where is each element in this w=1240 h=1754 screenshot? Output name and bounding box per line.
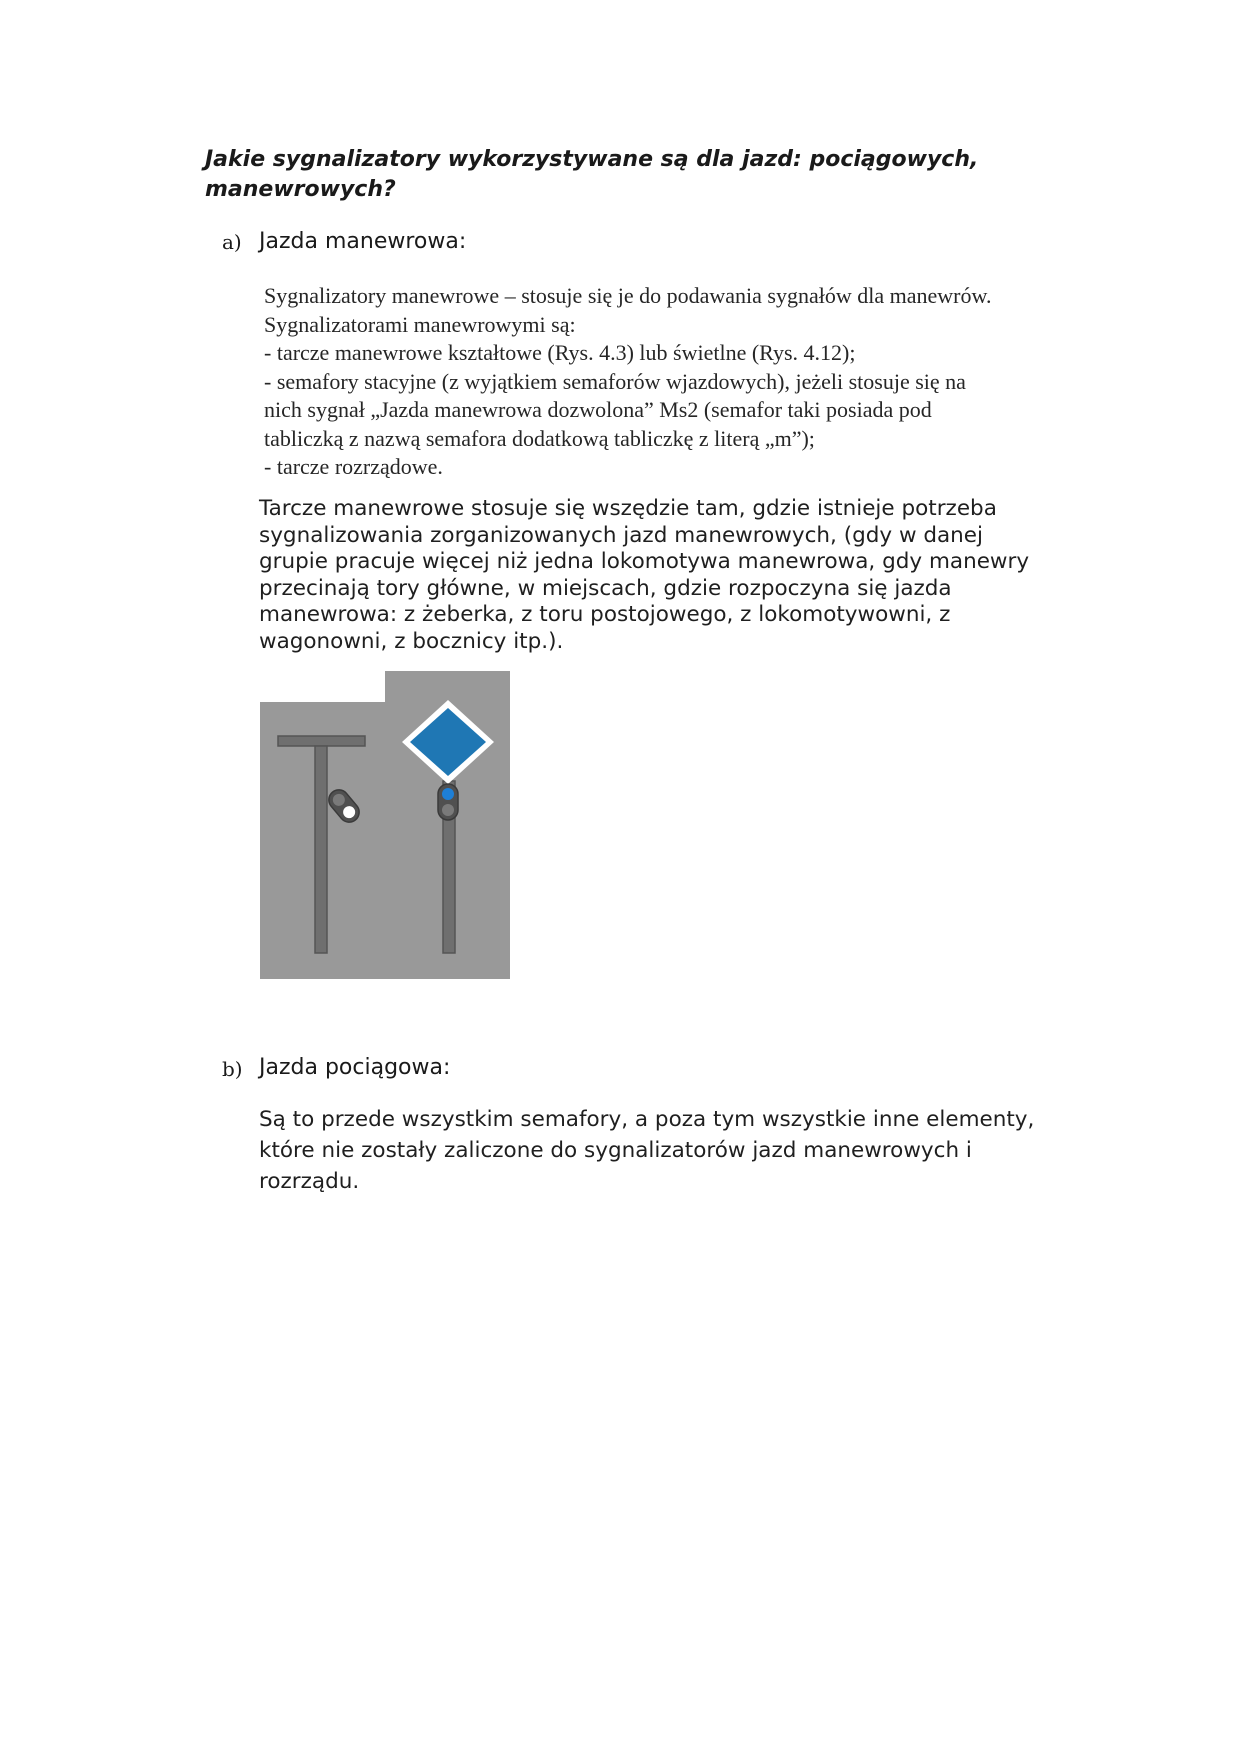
section-b-marker: b): [222, 1057, 243, 1081]
paragraph-line: Są to przede wszystkim semafory, a poza tym wszystkie inne elementy,: [259, 1107, 1035, 1132]
title-line-2: manewrowych?: [205, 177, 396, 202]
section-b-heading: Jazda pociągowa:: [259, 1055, 451, 1080]
shunting-discs-paragraph: [259, 496, 1119, 655]
paragraph-line: rozrządu.: [259, 1169, 360, 1194]
page-title: [205, 145, 1085, 205]
list-line: nich sygnał „Jazda manewrowa dozwolona” Ms2 (semafor taki posiada pod: [264, 397, 932, 422]
list-line: Sygnalizatory manewrowe – stosuje się je do podawania sygnałów dla manewrów.: [264, 283, 992, 308]
title-line-1: Jakie sygnalizatory wykorzystywane są dla jazd: pociągowych,: [205, 147, 979, 172]
list-line: Sygnalizatorami manewrowymi są:: [264, 311, 576, 337]
list-line: - tarcze manewrowe kształtowe (Rys. 4.3) lub świetlne (Rys. 4.12);: [264, 340, 856, 365]
paragraph-line: przecinają tory główne, w miejscach, gdzie rozpoczyna się jazda: [259, 575, 952, 601]
list-line: tabliczką z nazwą semafora dodatkową tabliczkę z literą „m”);: [264, 425, 815, 451]
paragraph-line: Tarcze manewrowe stosuje się wszędzie tam, gdzie istnieje potrzeba: [259, 496, 997, 521]
t-post-pole: [315, 746, 327, 953]
shunting-signals-list: [264, 282, 1114, 482]
right-lamp-off: [442, 804, 454, 816]
figure-background: [260, 671, 510, 979]
right-lamp-blue: [442, 788, 454, 800]
t-post-crossbar: [278, 736, 365, 746]
list-line: - semafory stacyjne (z wyjątkiem semaforów wjazdowych), jeżeli stosuje się na: [264, 368, 966, 394]
section-a-heading: Jazda manewrowa:: [259, 229, 467, 254]
list-line: - tarcze rozrządowe.: [264, 454, 443, 479]
shunting-signals-figure: [260, 671, 510, 979]
paragraph-line: grupie pracuje więcej niż jedna lokomotywa manewrowa, gdy manewry: [259, 549, 1030, 574]
paragraph-line: manewrowa: z żeberka, z toru postojowego, z lokomotywowni, z: [259, 602, 951, 627]
train-signals-paragraph: [259, 1104, 1119, 1197]
paragraph-line: które nie zostały zaliczone do sygnalizatorów jazd manewrowych i: [259, 1138, 972, 1163]
paragraph-line: sygnalizowania zorganizowanych jazd manewrowych, (gdy w danej: [259, 522, 984, 548]
paragraph-line: wagonowni, z bocznicy itp.).: [259, 628, 564, 654]
section-a-marker: a): [222, 230, 242, 254]
